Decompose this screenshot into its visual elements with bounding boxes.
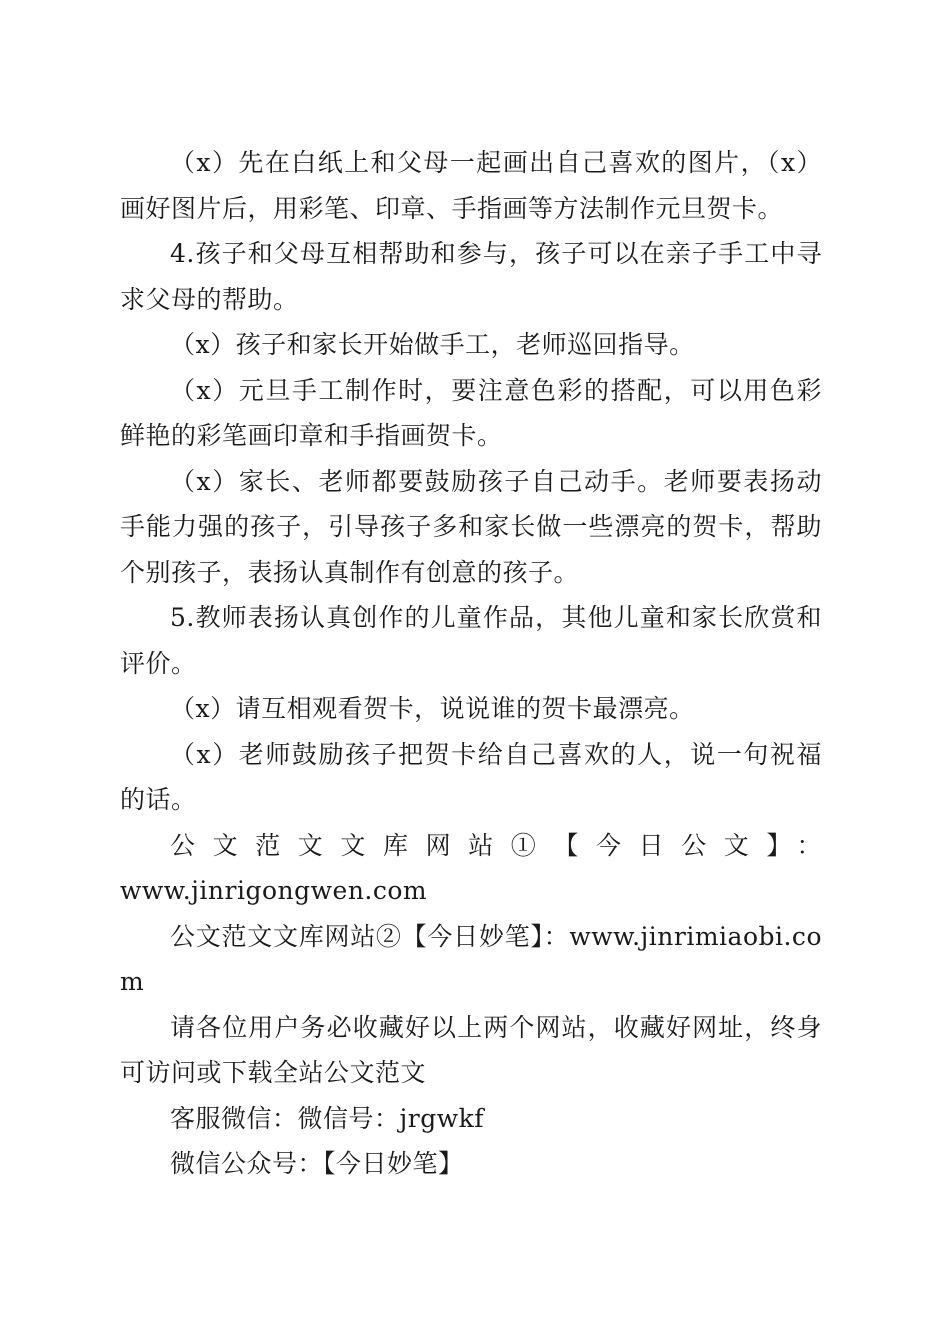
reminder-text: 请各位用户务必收藏好以上两个网站，收藏好网址，终身可访问或下载全站公文范文 — [120, 1012, 822, 1087]
paragraph-8: （x）老师鼓励孩子把贺卡给自己喜欢的人，说一句祝福的话。 — [120, 739, 822, 814]
paragraph-2: 4.孩子和父母互相帮助和参与，孩子可以在亲子手工中寻求父母的帮助。 — [120, 239, 822, 314]
paragraph-6: 5.教师表扬认真创作的儿童作品，其他儿童和家长欣赏和评价。 — [120, 603, 822, 678]
document-body — [120, 140, 822, 1187]
paragraph-5: （x）家长、老师都要鼓励孩子自己动手。老师要表扬动手能力强的孩子，引导孩子多和家长做一些漂亮的贺卡，帮助个别孩子，表扬认真制作有创意的孩子。 — [120, 466, 822, 587]
paragraph-7: （x）请互相观看贺卡，说说谁的贺卡最漂亮。 — [170, 694, 695, 723]
paragraph-3: （x）孩子和家长开始做手工，老师巡回指导。 — [170, 330, 695, 359]
site1-label: 公文范文文库网站①【今日公文】： — [170, 830, 822, 860]
wechat-public: 微信公众号：【今日妙笔】 — [170, 1149, 464, 1178]
paragraph-4: （x）元旦手工制作时，要注意色彩的搭配，可以用色彩鲜艳的彩笔画印章和手指画贺卡。 — [120, 375, 822, 450]
site1-url: www.jinrigongwen.com — [120, 876, 428, 905]
wechat-service: 客服微信：微信号：jrgwkf — [170, 1103, 485, 1133]
site2-line: 公文范文文库网站②【今日妙笔】：www.jinrimiaobi.com — [120, 921, 822, 996]
paragraph-1: （x）先在白纸上和父母一起画出自己喜欢的图片，（x）画好图片后，用彩笔、印章、手指画等方法制作元旦贺卡。 — [120, 148, 822, 223]
